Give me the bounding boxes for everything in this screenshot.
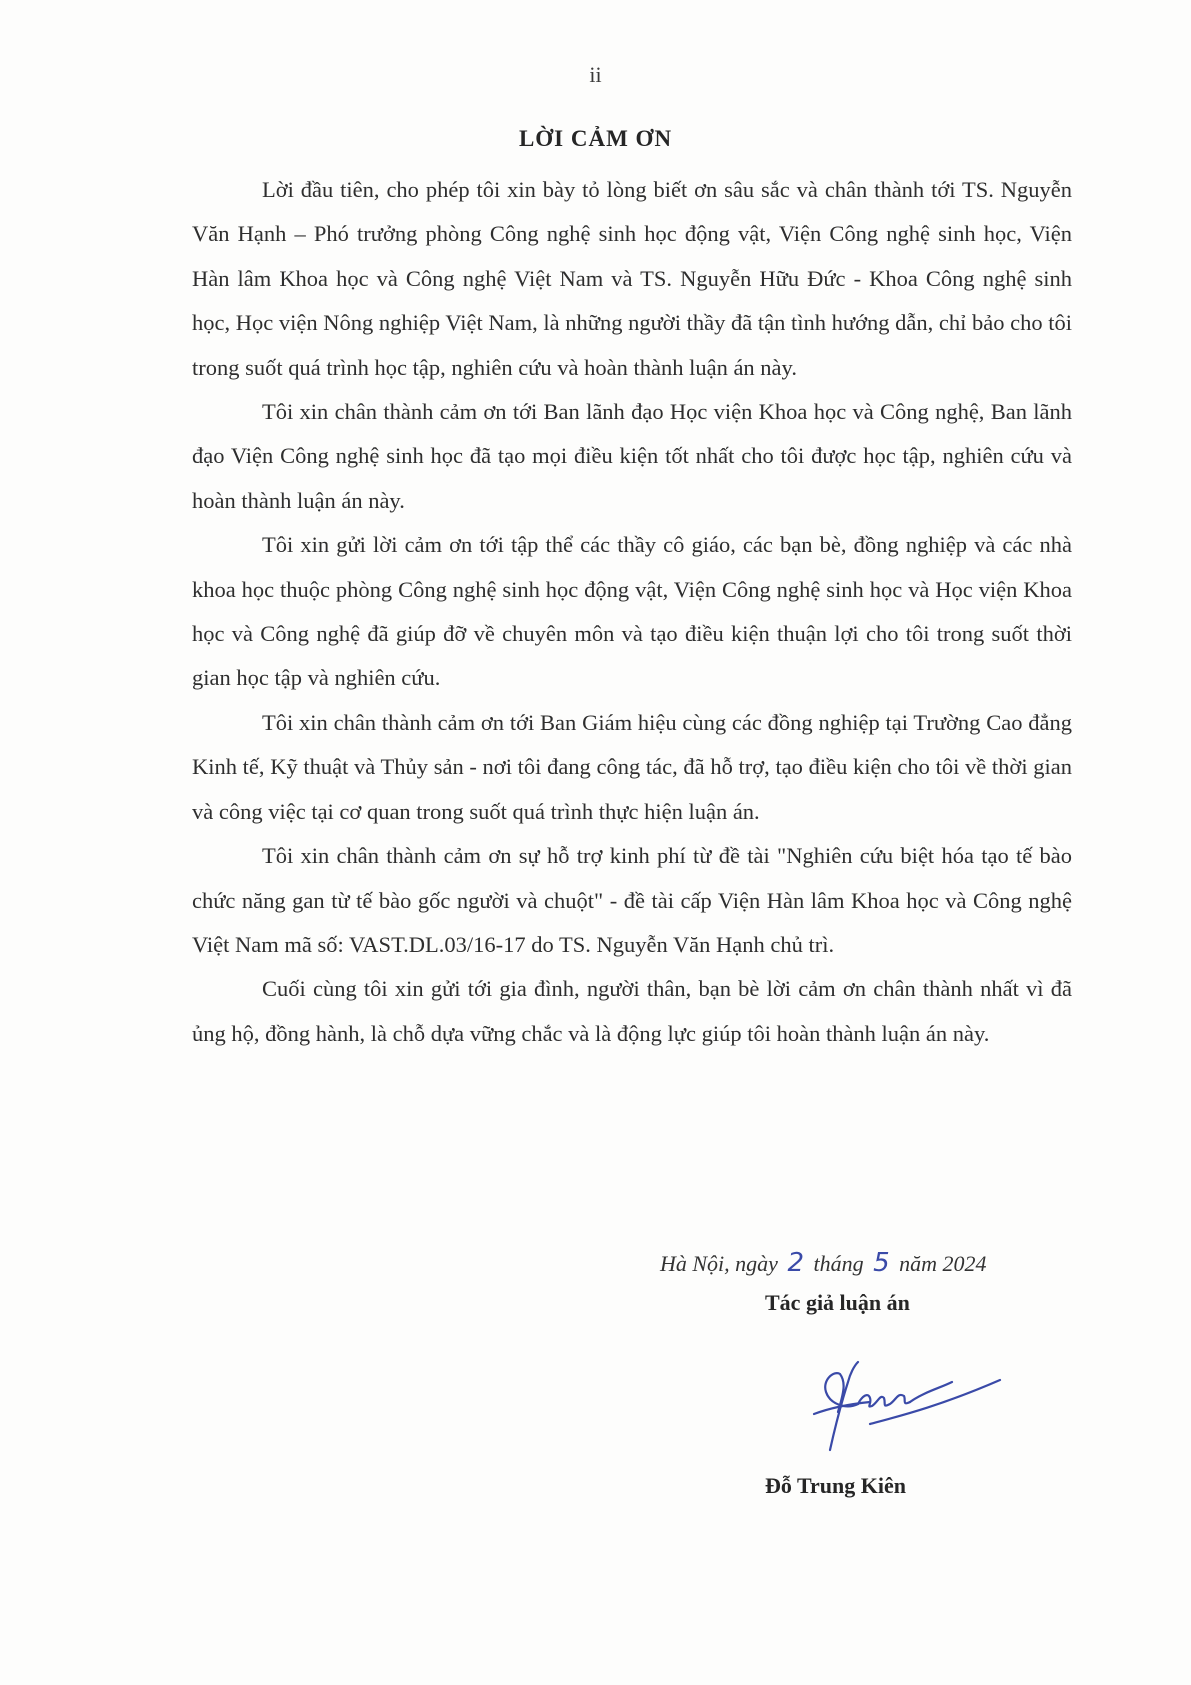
date-year: năm 2024 xyxy=(899,1251,987,1276)
date-line xyxy=(660,1248,1080,1278)
paragraph: Tôi xin chân thành cảm ơn tới Ban lãnh đạo Học viện Khoa học và Công nghệ, Ban lãnh đạo Viện Công nghệ sinh học đã tạo mọi điều kiện tốt nhất cho tôi được học tập, nghiên cứu và hoàn thành luận án này. xyxy=(192,399,1072,513)
page-number: ii xyxy=(589,62,602,87)
paragraph: Tôi xin chân thành cảm ơn sự hỗ trợ kinh phí từ đề tài "Nghiên cứu biệt hóa tạo tế bào chức năng gan từ tế bào gốc người và chuột" - đề tài cấp Viện Hàn lâm Khoa học và Công nghệ Việt Nam mã số: VAST.DL.03/16-17 do TS. Nguyễn Văn Hạnh chủ trì. xyxy=(192,843,1072,957)
date-day-handwritten: 2 xyxy=(787,1248,804,1278)
date-month-label: tháng xyxy=(813,1251,864,1276)
signature-icon xyxy=(800,1352,1010,1462)
paragraph: Cuối cùng tôi xin gửi tới gia đình, người thân, bạn bè lời cảm ơn chân thành nhất vì đã ủng hộ, đồng hành, là chỗ dựa vững chắc và là động lực giúp tôi hoàn thành luận án này. xyxy=(192,976,1072,1046)
acknowledgement-body xyxy=(192,168,1072,1056)
paragraph: Tôi xin gửi lời cảm ơn tới tập thể các thầy cô giáo, các bạn bè, đồng nghiệp và các nhà khoa học thuộc phòng Công nghệ sinh học động vật, Viện Công nghệ sinh học và Học viện Khoa học và Công nghệ đã giúp đỡ về chuyên môn và tạo điều kiện thuận lợi cho tôi trong suốt thời gian học tập và nghiên cứu. xyxy=(192,532,1072,691)
date-month-handwritten: 5 xyxy=(873,1248,890,1278)
author-label: Tác giả luận án xyxy=(765,1290,910,1315)
paragraph: Tôi xin chân thành cảm ơn tới Ban Giám hiệu cùng các đồng nghiệp tại Trường Cao đẳng Kinh tế, Kỹ thuật và Thủy sản - nơi tôi đang công tác, đã hỗ trợ, tạo điều kiện cho tôi về thời gian và công việc tại cơ quan trong suốt quá trình thực hiện luận án. xyxy=(192,709,1072,824)
date-place: Hà Nội, ngày xyxy=(660,1251,778,1276)
author-name: Đỗ Trung Kiên xyxy=(765,1473,906,1498)
page-title: LỜI CẢM ƠN xyxy=(518,126,673,151)
paragraph: Lời đầu tiên, cho phép tôi xin bày tỏ lòng biết ơn sâu sắc và chân thành tới TS. Nguyễn Văn Hạnh – Phó trưởng phòng Công nghệ sinh học động vật, Viện Công nghệ sinh học, Viện Hàn lâm Khoa học và Công nghệ Việt Nam và TS. Nguyễn Hữu Đức - Khoa Công nghệ sinh học, Học viện Nông nghiệp Việt Nam, là những người thầy đã tận tình hướng dẫn, chỉ bảo cho tôi trong suốt quá trình học tập, nghiên cứu và hoàn thành luận án này. xyxy=(192,177,1072,380)
